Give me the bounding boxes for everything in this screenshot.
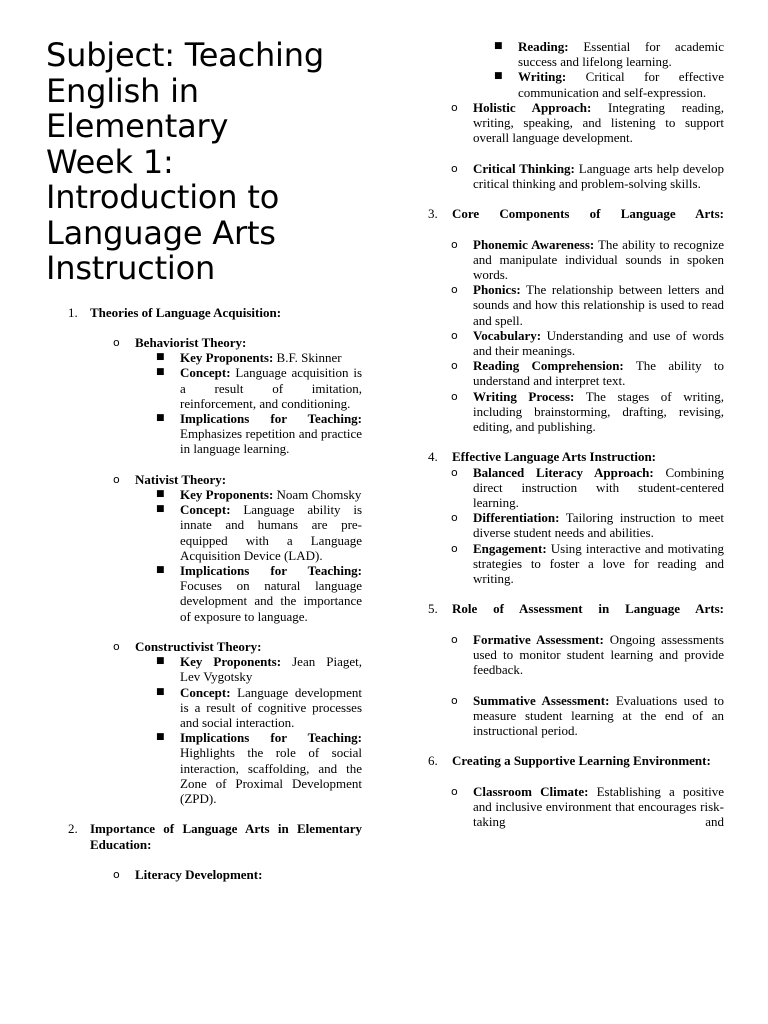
square-bullet-icon: ■ <box>156 488 165 499</box>
section-heading: Theories of Language Acquisition: <box>90 304 282 320</box>
left-column <box>46 0 362 882</box>
circle-bullet-icon: o <box>113 639 120 653</box>
section-number: 5. <box>428 601 438 617</box>
holistic-approach: o Holistic Approach: Integrating reading, writing, speaking, and listening to support overall language development. <box>451 99 724 146</box>
list-item: o Reading Comprehension: The ability to understand and interpret text. <box>451 358 724 389</box>
section-heading: Core Components of Language Arts: <box>452 206 724 222</box>
title-line: English in <box>46 71 199 110</box>
list-item: ■ Concept: Language development is a result of cognitive processes and social interaction. <box>156 684 362 730</box>
circle-bullet-icon: o <box>451 283 458 297</box>
list-item: o Writing Process: The stages of writing, including brainstorming, drafting, revising, editing, and publishing. <box>451 388 724 435</box>
section-supportive-environment <box>428 753 724 768</box>
square-bullet-icon: ■ <box>156 367 165 378</box>
square-bullet-icon: ■ <box>156 352 165 363</box>
list-item: ■ Key Proponents: Noam Chomsky <box>156 486 362 502</box>
square-bullet-icon: ■ <box>156 504 165 515</box>
list-item: ■ Implications for Teaching: Highlights the role of social interaction, scaffolding, and the Zone of Proximal Development (ZPD). <box>156 730 362 806</box>
section-number: 6. <box>428 753 438 769</box>
list-item: ■ Concept: Language ability is innate and humans are pre-equipped with a Language Acquisition Device (LAD). <box>156 502 362 563</box>
square-bullet-icon: ■ <box>156 412 165 423</box>
literacy-development: o Literacy Development: <box>113 866 263 882</box>
document-title <box>46 38 362 287</box>
title-line: Introduction to <box>46 178 280 216</box>
list-item: o Engagement: Using interactive and motivating strategies to foster a love for reading and writing. <box>451 540 724 587</box>
list-item: o Balanced Literacy Approach: Combining direct instruction with student-centered learning. <box>451 464 725 511</box>
circle-bullet-icon: o <box>451 511 458 525</box>
title-line: Subject: Teaching <box>46 36 324 74</box>
right-column <box>428 0 724 829</box>
section-heading: Role of Assessment in Language Arts: <box>452 601 724 617</box>
list-item: o Phonics: The relationship between letters and sounds and how this relationship is used to read and spell. <box>451 282 724 328</box>
circle-bullet-icon: o <box>451 389 458 403</box>
section-assessment <box>428 601 724 616</box>
square-bullet-icon: ■ <box>156 732 165 743</box>
square-bullet-icon: ■ <box>156 686 165 697</box>
list-item: o Formative Assessment: Ongoing assessments used to monitor student learning and provide feedback. <box>451 631 724 678</box>
list-item: ■ Implications for Teaching: Emphasizes repetition and practice in language learning. <box>156 410 362 457</box>
title-line: Week 1: <box>46 142 174 181</box>
section-number: 4. <box>428 449 438 465</box>
title-line: Instruction <box>46 249 216 287</box>
title-line: Elementary <box>46 107 229 145</box>
section-number: 1. <box>68 304 78 320</box>
square-bullet-icon: ■ <box>494 41 503 51</box>
circle-bullet-icon: o <box>451 100 458 114</box>
list-item: o Summative Assessment: Evaluations used to measure student learning at the end of an instructional period. <box>451 692 724 739</box>
section-number: 2. <box>68 821 78 837</box>
circle-bullet-icon: o <box>451 693 458 707</box>
behaviorist-theory: o Behaviorist Theory: ■ Key Proponents: B.F. Skinner ■ Concept: Language acquisition is a result of imitation, reinforcement, and conditioning. ■ Implications for Teaching: Emphasizes repetition and practice in language learning. <box>113 334 362 457</box>
list-item: ■ Implications for Teaching: Focuses on natural language development and the importance of exposure to language. <box>156 562 362 624</box>
circle-bullet-icon: o <box>451 541 458 555</box>
square-bullet-icon: ■ <box>156 656 165 667</box>
section-theories <box>46 305 362 807</box>
circle-bullet-icon: o <box>451 161 458 175</box>
circle-bullet-icon: o <box>451 632 458 646</box>
list-item: ■ Key Proponents: Jean Piaget, Lev Vygotsky <box>156 654 362 685</box>
list-item: o Differentiation: Tailoring instruction to meet diverse student needs and abilities. <box>451 510 724 541</box>
section-heading: Creating a Supportive Learning Environment: <box>452 753 711 769</box>
circle-bullet-icon: o <box>451 328 458 342</box>
list-item: ■ Key Proponents: B.F. Skinner <box>156 350 342 366</box>
circle-bullet-icon: o <box>451 359 458 373</box>
section-number: 3. <box>428 206 438 222</box>
section-core-components <box>428 206 724 221</box>
nativist-theory: o Nativist Theory: ■ Key Proponents: Noam Chomsky ■ Concept: Language ability is innate and humans are pre-equipped with a Language Acquisition Device (LAD). ■ Implications for Teaching: Focuses on natural language development and the importance of exposure to language. <box>113 471 362 624</box>
section-effective-instruction <box>428 449 724 464</box>
list-item: ■ Reading: Essential for academic success and lifelong learning. <box>494 39 724 70</box>
title-line: Language Arts <box>46 213 276 252</box>
list-item: o Classroom Climate: Establishing a positive and inclusive environment that encourages risk-taking and <box>451 783 724 830</box>
list-item: ■ Concept: Language acquisition is a result of imitation, reinforcement, and conditioning. <box>156 365 362 411</box>
circle-bullet-icon: o <box>113 867 120 881</box>
circle-bullet-icon: o <box>113 335 120 349</box>
circle-bullet-icon: o <box>451 784 458 798</box>
section-heading: Importance of Language Arts in Elementary Education: <box>90 821 362 852</box>
section-importance <box>46 821 362 882</box>
list-item: ■ Writing: Critical for effective communication and self-expression. <box>494 69 724 100</box>
circle-bullet-icon: o <box>451 237 458 251</box>
list-item: o Vocabulary: Understanding and use of words and their meanings. <box>451 327 724 359</box>
critical-thinking: o Critical Thinking: Language arts help develop critical thinking and problem-solving skills. <box>451 160 724 191</box>
section-heading: Effective Language Arts Instruction: <box>452 449 657 465</box>
circle-bullet-icon: o <box>113 472 120 486</box>
list-item: o Phonemic Awareness: The ability to recognize and manipulate individual sounds in spoken words. <box>451 236 724 282</box>
square-bullet-icon: ■ <box>494 71 503 82</box>
constructivist-theory: o Constructivist Theory: ■ Key Proponents: Jean Piaget, Lev Vygotsky ■ Concept: Language development is a result of cognitive processes and social interaction. ■ Implications for Teaching: Highlights the role of social interaction, scaffolding, and the Zone of Proximal Development (ZPD). <box>113 638 362 806</box>
square-bullet-icon: ■ <box>156 564 165 575</box>
circle-bullet-icon: o <box>451 465 458 479</box>
